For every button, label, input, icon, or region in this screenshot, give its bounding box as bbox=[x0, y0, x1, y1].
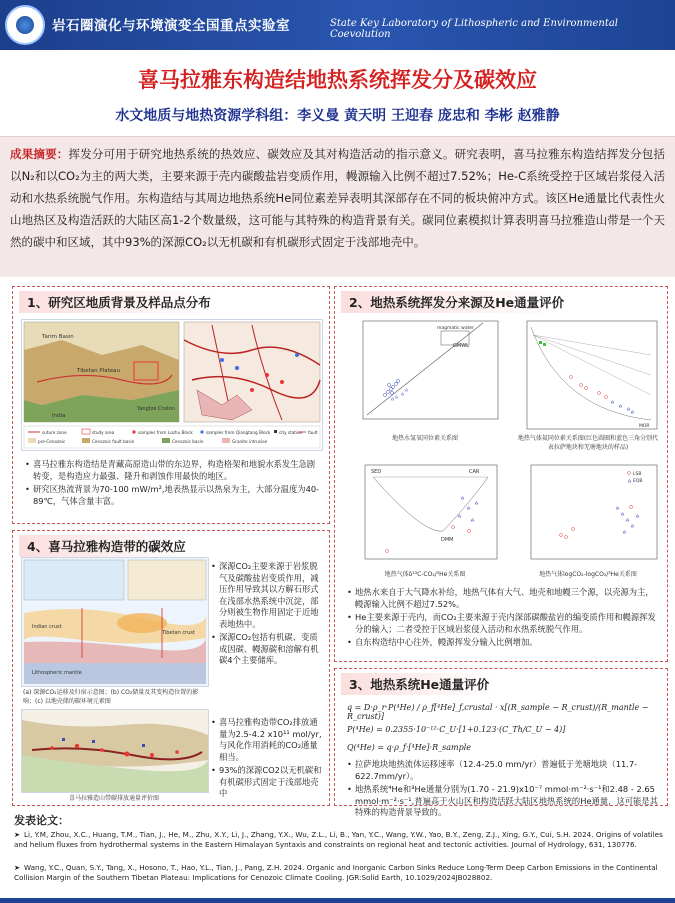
panel-carbon-bullets-bottom bbox=[211, 717, 323, 802]
carbon-isotope-chart bbox=[343, 459, 503, 571]
log-co2-chart bbox=[511, 459, 661, 571]
reference-item: ➤ Wang, Y.C., Quan, S.Y., Tang, X., Hosono, T., Hao, Y.L., Tian, J., Pang, Z.H. 2024. Organic and Inorganic Carbon Sinks Reduce Long-Term Deep Carbon Emissions in the Continental Collision Margin of the Southern Tibetan Plateau: Implications for Cenozoic Climate Cooling. JGR:Solid Earth, 10.1029/2024JB028802. bbox=[14, 863, 658, 882]
list-item: • 研究区热流背景为70-100 mW/m²,地表热显示以热泉为主，大部分温度为40-89℃，气体含量丰富。 bbox=[25, 484, 321, 507]
geologic-map-svg bbox=[22, 320, 322, 450]
list-item: • 地热系统⁴He和³He通量分别为(1.70 - 21.9)x10⁻⁷ mmol·m⁻²·s⁻¹和2.48 - 2.65 mmol·m⁻²·s⁻¹,普遍高于火山区和构造活跃大陆区地热系统的He通量，这可能是其特殊的构造背景导致的。 bbox=[347, 784, 663, 819]
legend-cenozoic-basin: Cenozoic basin bbox=[172, 439, 204, 444]
label-tibetan-crust: Tibetan crust bbox=[162, 630, 195, 636]
helium-isotope-svg bbox=[511, 315, 661, 435]
equation-he-production: P(⁴He) = 0.2355·10⁻¹²·C_U·[1+0.123·(C_Th/C_U − 4)] bbox=[347, 725, 566, 734]
eqb-label: EQB bbox=[633, 479, 643, 484]
panel-he-flux-title: 3、地热系统He通量评价 bbox=[341, 673, 497, 695]
legend-cenozoic-fault-basin: Cenozoic fault basin bbox=[92, 439, 135, 444]
lab-name-cn: 岩石圈演化与环境演变全国重点实验室 bbox=[52, 18, 290, 34]
caption-carbon-map: 喜马拉雅造山带碳排放通量评价图 bbox=[68, 795, 159, 802]
carbon-cycle-schematic bbox=[21, 557, 209, 687]
header-bar bbox=[0, 0, 675, 50]
caption-carbon-schematic: (a) 深源CO₂运移及归宿示意图；(b) CO₂储量及其变构造位置的影响；(c) 以地壳储的碳环境元素图 bbox=[23, 689, 199, 705]
poster-title: 喜马拉雅东构造结地热系统挥发分及碳效应 bbox=[138, 68, 537, 92]
footer-bar bbox=[0, 898, 675, 903]
legend-lozhu: samples from Lozhu Block bbox=[138, 430, 193, 435]
abstract-text: 挥发分可用于研究地热系统的热效应、碳效应及其对构造活动的指示意义。研究表明，喜马拉雅东构造结挥发分包括以N₂和以CO₂为主的两大类，主要来源于壳内碳酸盐岩变质作用，幔源输入比例不超过7.52%；He-C系统受控于区域岩浆侵入活动和水热系统脱气作用。东构造结与其周边地热系统He同位素差异表明其深部存在不同的板块俯冲方式。该区He通量比代表性火山地热区及构造活跃的大陆区高1-2个数量级，这可能与其特殊的构造背景有关。碳同位素模拟计算表明喜马拉雅造山带是一个天然的碳中和区域，其中93%的深源CO₂以无机碳和有机碳形式固定于浅部地壳中。 bbox=[10, 147, 665, 249]
panel-volatiles-source bbox=[334, 286, 668, 662]
carbon-flux-map-svg bbox=[22, 710, 208, 792]
list-item: • 深源CO₂包括有机碳、变质成因碳、幔源碳和溶解有机碳4个主要储库。 bbox=[211, 632, 323, 667]
list-item: • 自东构造结中心往外，幔源挥发分输入比例增加。 bbox=[347, 637, 659, 649]
abstract-label: 成果摘要： bbox=[10, 147, 69, 161]
panel-carbon-effect-title: 4、喜马拉雅构造带的碳效应 bbox=[19, 535, 194, 557]
reference-text: Li, Y.M, Zhou, X.C., Huang, T.M., Tian, J., He, M., Zhu, X.Y., Li, J., Zhang, Y.X., Wu, Z.L., Li, B., Yan, Y.C., Wang, Y.W., Yao, B.Y., Zeng, Z.J., Xing, G.Y., Cui, S.H. 2024. Origins of volatiles and helium fluxes from hydrothermal systems in the Eastern Himalayan Syntaxis and constraints on regional heat and tectonic activities. Journal of Hydrology, 631, 130776. bbox=[14, 830, 663, 849]
label-indian-crust: Indian crust bbox=[32, 624, 62, 630]
legend-suture: suture zone bbox=[42, 430, 67, 435]
list-item: • 93%的深源CO2以无机碳和有机碳形式固定于浅部地壳中 bbox=[211, 765, 323, 800]
equation-he-flux: Q(⁴He) = q·ρ_f·[⁴He]·R_sample bbox=[347, 743, 471, 752]
caption-carbon-isotope: 地热气体δ¹³C-CO₂/³He关系图 bbox=[384, 571, 466, 578]
sed-label: SED bbox=[371, 469, 382, 475]
panel-study-area bbox=[12, 286, 330, 524]
lab-name-en: State Key Laboratory of Lithospheric and Environmental Coevolution bbox=[330, 18, 619, 40]
legend-city: city station bbox=[279, 430, 303, 435]
label-lithospheric-mantle: Lithospheric mantle bbox=[32, 670, 82, 676]
carbon-isotope-svg bbox=[343, 459, 503, 571]
list-item: • 地热水来自于大气降水补给，地热气体有大气、地壳和地幔三个源，以壳源为主，幔源输入比例不超过7.52%。 bbox=[347, 587, 659, 610]
legend-fault: fault bbox=[308, 430, 318, 435]
abstract-paragraph bbox=[10, 143, 665, 253]
author-line: 水文地质与地热资源学科组：李义曼 黄天明 王迎春 庞忠和 李彬 赵雅静 bbox=[115, 108, 560, 124]
ho-isotope-svg bbox=[343, 315, 503, 435]
reference-text: Wang, Y.C., Quan, S.Y., Tang, X., Hosono, T., Hao, Y.L., Tian, J., Pang, Z.H. 2024. Organic and Inorganic Carbon Sinks Reduce Long-Term Deep Carbon Emissions in the Continental Collision Margin of the Southern Tibetan Plateau: Implications for Cenozoic Climate Cooling. JGR:Solid Earth, 10.1029/2024JB028802. bbox=[14, 863, 658, 882]
helium-isotope-chart bbox=[511, 315, 661, 435]
magmatic-label: magmatic water bbox=[437, 326, 474, 331]
list-item: • 喜马拉雅构造带CO₂排放通量为2.5-4.2 x10¹¹ mol/yr, 与风化作用消耗的CO₂通量相当。 bbox=[211, 717, 323, 763]
reference-item: ➤ Li, Y.M, Zhou, X.C., Huang, T.M., Tian, J., He, M., Zhu, X.Y., Li, J., Zhang, Y.X., Wu, Z.L., Li, B., Yan, Y.C., Wang, Y.W., Yao, B.Y., Zeng, Z.J., Xing, G.Y., Cui, S.H. 2024. Origins of volatiles and helium fluxes from hydrothermal systems in the Eastern Himalayan Syntaxis and constraints on regional heat and tectonic activities. Journal of Hydrology, 631, 130776. bbox=[14, 830, 663, 849]
carbon-cycle-svg bbox=[22, 558, 208, 686]
caption-helium-isotope: 地热气体氦同位素关系图(红色圆圈和蓝色三角分别代表拉萨地块和羌塘地块的样品) bbox=[517, 435, 659, 451]
panel-he-flux bbox=[334, 668, 668, 817]
panel-carbon-effect bbox=[12, 530, 330, 806]
equation-flux-rate: q = D·ρ_r·P(⁴He) / ρ_f[⁴He]_f,crustal · x[(R_sample − R_crust)/(R_mantle − R_crust)] bbox=[347, 703, 649, 721]
caption-log-co2: 地热气体logCO₂-logCO₂/³He关系图 bbox=[539, 571, 637, 578]
map-label-india: India bbox=[52, 413, 66, 419]
legend-study-area: study area bbox=[92, 430, 115, 435]
lsb-label: LSB bbox=[633, 472, 642, 477]
log-co2-svg bbox=[511, 459, 661, 571]
legend-granite: Granite intrusion bbox=[232, 439, 268, 444]
publications-heading: 发表论文： bbox=[14, 814, 69, 827]
geologic-map-figure bbox=[21, 319, 323, 451]
list-item: • 喜马拉雅东构造结是青藏高原造山带的东边界，构造格架和地貌水系发生急剧转变，是构造应力最强、隆升和剥蚀作用最快的地区。 bbox=[25, 459, 321, 482]
abstract-box bbox=[0, 136, 675, 277]
panel-volatiles-bullets bbox=[347, 587, 659, 651]
car-label: CAR bbox=[469, 469, 480, 475]
institution-seal-icon bbox=[5, 5, 45, 45]
list-item: • 深源CO₂主要来源于岩浆脱气及碳酸盐岩变质作用，减压作用导致其以方解石形式在浅部水热系统中沉淀，部分则被生物作用固定于近地表地热中。 bbox=[211, 561, 323, 630]
map-label-tibet: Tibetan Plateau bbox=[77, 368, 120, 374]
map-label-tarim: Tarim Basin bbox=[42, 334, 74, 340]
map-label-yangtze: Yangtze Craton bbox=[137, 406, 175, 412]
carbon-flux-map bbox=[21, 709, 209, 793]
mor-label: MOR bbox=[639, 424, 650, 429]
gmwl-label: GMWL bbox=[453, 343, 469, 349]
list-item: • He主要来源于壳内，而CO₂主要来源于壳内深部碳酸盐岩的编变质作用和幔源挥发分的输入；二者受控于区域岩浆侵入活动和水热系统脱气作用。 bbox=[347, 612, 659, 635]
panel-study-area-bullets bbox=[25, 459, 321, 509]
panel-carbon-bullets-top bbox=[211, 561, 323, 669]
dmm-label: DMM bbox=[441, 537, 454, 543]
legend-qiangtang: samples from Qiangtang Block bbox=[206, 430, 271, 435]
panel-volatiles-source-title: 2、地热系统挥发分来源及He通量评价 bbox=[341, 291, 572, 313]
legend-pre-cenozoic: pre-Cenozoic bbox=[38, 439, 66, 444]
panel-study-area-title: 1、研究区地质背景及样品点分布 bbox=[19, 291, 219, 313]
caption-ho-isotope: 地热水氢氧同位素关系图 bbox=[391, 435, 458, 442]
hydrogen-oxygen-isotope-chart bbox=[343, 315, 503, 435]
publications-section bbox=[0, 810, 675, 903]
list-item: • 拉萨地块地热流体运移速率（12.4-25.0 mm/yr）普遍低于羌塘地块（11.7-622.7mm/yr）。 bbox=[347, 759, 663, 782]
